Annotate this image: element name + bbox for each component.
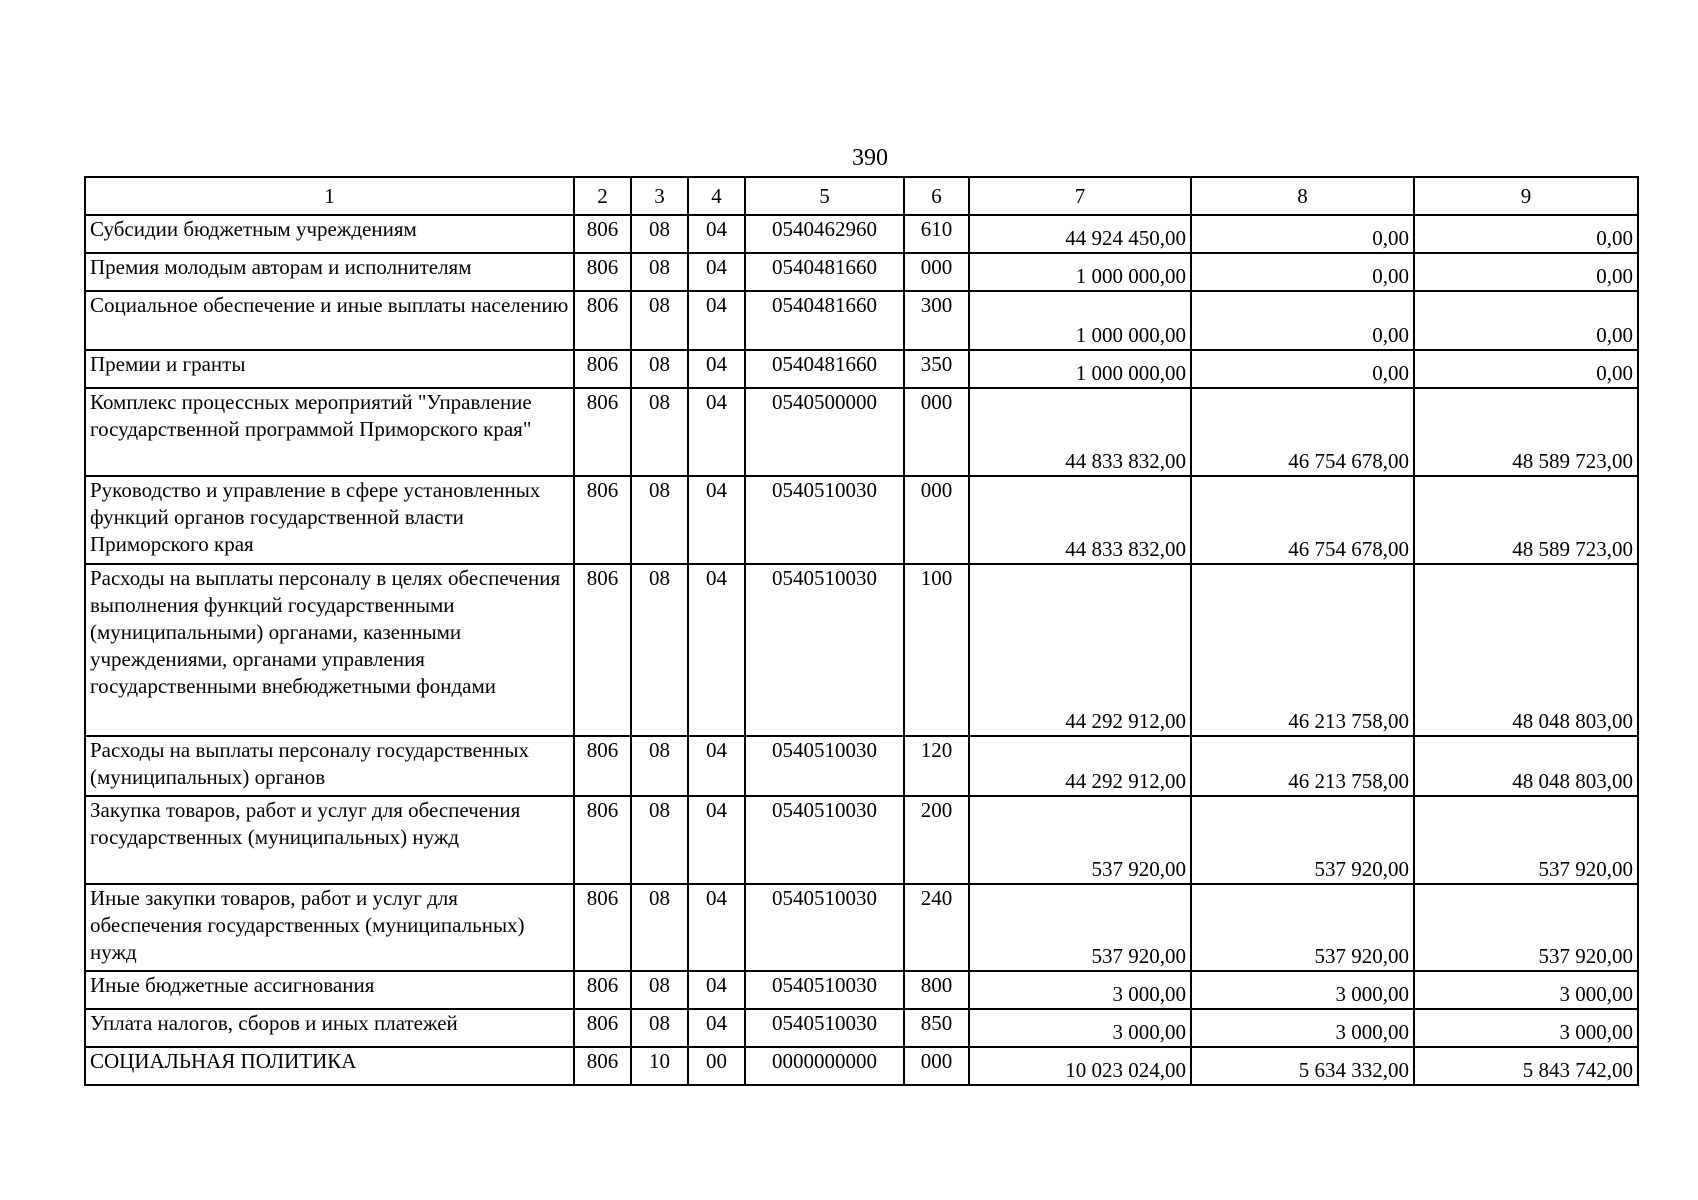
row-code-target: 0540510030 (745, 564, 904, 736)
row-amount-3: 48 048 803,00 (1414, 564, 1638, 736)
row-amount-1: 537 920,00 (969, 884, 1191, 971)
row-code-subsection: 04 (688, 350, 745, 388)
row-amount-3: 48 589 723,00 (1414, 388, 1638, 476)
row-code-subsection: 04 (688, 388, 745, 476)
row-amount-2: 46 754 678,00 (1191, 388, 1414, 476)
row-amount-3: 0,00 (1414, 215, 1638, 253)
row-code-target: 0540510030 (745, 736, 904, 796)
row-name: Субсидии бюджетным учреждениям (85, 215, 574, 253)
column-header: 5 (745, 177, 904, 215)
table-row (85, 564, 1638, 736)
row-amount-2: 0,00 (1191, 215, 1414, 253)
row-amount-1: 1 000 000,00 (969, 291, 1191, 350)
row-amount-1: 3 000,00 (969, 1009, 1191, 1047)
row-code-expense-type: 100 (904, 564, 969, 736)
column-header: 6 (904, 177, 969, 215)
row-amount-3: 48 589 723,00 (1414, 476, 1638, 564)
row-amount-1: 44 292 912,00 (969, 564, 1191, 736)
row-code-expense-type: 000 (904, 253, 969, 291)
page-number: 390 (852, 145, 888, 171)
row-amount-2: 0,00 (1191, 350, 1414, 388)
row-amount-2: 5 634 332,00 (1191, 1047, 1414, 1085)
row-code-target: 0540510030 (745, 796, 904, 884)
row-name: Расходы на выплаты персоналу государственных (муниципальных) органов (85, 736, 574, 796)
row-code-expense-type: 800 (904, 971, 969, 1009)
row-code-section: 08 (631, 350, 688, 388)
row-amount-1: 1 000 000,00 (969, 350, 1191, 388)
row-code-expense-type: 000 (904, 476, 969, 564)
row-code-expense-type: 350 (904, 350, 969, 388)
row-code-expense-type: 000 (904, 388, 969, 476)
row-name: Социальное обеспечение и иные выплаты населению (85, 291, 574, 350)
table-row (85, 388, 1638, 476)
row-code-ministry: 806 (574, 884, 631, 971)
row-amount-2: 0,00 (1191, 291, 1414, 350)
table-row (85, 796, 1638, 884)
row-code-subsection: 04 (688, 736, 745, 796)
row-code-ministry: 806 (574, 796, 631, 884)
row-code-target: 0540510030 (745, 476, 904, 564)
row-code-expense-type: 200 (904, 796, 969, 884)
row-code-target: 0540510030 (745, 971, 904, 1009)
row-code-subsection: 04 (688, 971, 745, 1009)
row-amount-2: 3 000,00 (1191, 971, 1414, 1009)
row-code-ministry: 806 (574, 971, 631, 1009)
row-code-expense-type: 240 (904, 884, 969, 971)
table-row (85, 476, 1638, 564)
row-name: Иные бюджетные ассигнования (85, 971, 574, 1009)
row-code-target: 0540510030 (745, 884, 904, 971)
row-code-ministry: 806 (574, 350, 631, 388)
row-amount-2: 537 920,00 (1191, 884, 1414, 971)
row-code-ministry: 806 (574, 564, 631, 736)
table-row (85, 884, 1638, 971)
row-code-section: 08 (631, 884, 688, 971)
row-code-section: 08 (631, 476, 688, 564)
row-name: Закупка товаров, работ и услуг для обеспечения государственных (муниципальных) нужд (85, 796, 574, 884)
row-code-subsection: 04 (688, 215, 745, 253)
row-code-subsection: 04 (688, 476, 745, 564)
table-row (85, 253, 1638, 291)
row-amount-3: 537 920,00 (1414, 884, 1638, 971)
table-row (85, 736, 1638, 796)
column-header: 1 (85, 177, 574, 215)
table-row (85, 1009, 1638, 1047)
row-code-section: 08 (631, 796, 688, 884)
row-amount-2: 0,00 (1191, 253, 1414, 291)
table-row (85, 350, 1638, 388)
row-code-ministry: 806 (574, 388, 631, 476)
row-code-section: 08 (631, 388, 688, 476)
row-code-subsection: 04 (688, 796, 745, 884)
row-amount-1: 44 833 832,00 (969, 388, 1191, 476)
row-amount-3: 0,00 (1414, 291, 1638, 350)
row-code-ministry: 806 (574, 1047, 631, 1085)
row-amount-3: 537 920,00 (1414, 796, 1638, 884)
row-code-subsection: 04 (688, 564, 745, 736)
row-amount-2: 3 000,00 (1191, 1009, 1414, 1047)
row-code-subsection: 04 (688, 291, 745, 350)
row-code-expense-type: 120 (904, 736, 969, 796)
row-name: Премии и гранты (85, 350, 574, 388)
row-code-ministry: 806 (574, 1009, 631, 1047)
column-header: 8 (1191, 177, 1414, 215)
row-name: СОЦИАЛЬНАЯ ПОЛИТИКА (85, 1047, 574, 1085)
row-code-section: 08 (631, 253, 688, 291)
column-header: 4 (688, 177, 745, 215)
table-row (85, 291, 1638, 350)
column-header: 9 (1414, 177, 1638, 215)
row-code-section: 08 (631, 736, 688, 796)
row-code-expense-type: 000 (904, 1047, 969, 1085)
row-code-target: 0000000000 (745, 1047, 904, 1085)
row-code-subsection: 04 (688, 884, 745, 971)
row-amount-3: 3 000,00 (1414, 1009, 1638, 1047)
row-code-target: 0540462960 (745, 215, 904, 253)
row-code-section: 08 (631, 564, 688, 736)
row-code-expense-type: 300 (904, 291, 969, 350)
row-amount-3: 3 000,00 (1414, 971, 1638, 1009)
column-header: 7 (969, 177, 1191, 215)
row-code-ministry: 806 (574, 253, 631, 291)
row-code-section: 08 (631, 971, 688, 1009)
table-row (85, 1047, 1638, 1085)
row-code-target: 0540500000 (745, 388, 904, 476)
row-code-subsection: 04 (688, 253, 745, 291)
row-name: Премия молодым авторам и исполнителям (85, 253, 574, 291)
row-code-section: 08 (631, 215, 688, 253)
column-header: 3 (631, 177, 688, 215)
row-amount-1: 44 924 450,00 (969, 215, 1191, 253)
row-code-subsection: 00 (688, 1047, 745, 1085)
column-header: 2 (574, 177, 631, 215)
row-name: Уплата налогов, сборов и иных платежей (85, 1009, 574, 1047)
row-code-section: 10 (631, 1047, 688, 1085)
row-code-ministry: 806 (574, 736, 631, 796)
row-code-ministry: 806 (574, 215, 631, 253)
row-amount-3: 5 843 742,00 (1414, 1047, 1638, 1085)
row-amount-1: 3 000,00 (969, 971, 1191, 1009)
row-amount-2: 46 213 758,00 (1191, 736, 1414, 796)
row-amount-2: 46 754 678,00 (1191, 476, 1414, 564)
row-amount-3: 0,00 (1414, 253, 1638, 291)
row-amount-1: 44 833 832,00 (969, 476, 1191, 564)
row-amount-1: 537 920,00 (969, 796, 1191, 884)
row-amount-3: 0,00 (1414, 350, 1638, 388)
row-code-target: 0540481660 (745, 350, 904, 388)
row-name: Расходы на выплаты персоналу в целях обеспечения выполнения функций государственными (муниципальными) органами, казенными учреждениями, органами управления государственными внебюджетными фондами (85, 564, 574, 736)
row-code-section: 08 (631, 291, 688, 350)
row-code-target: 0540481660 (745, 253, 904, 291)
row-amount-1: 44 292 912,00 (969, 736, 1191, 796)
row-amount-2: 537 920,00 (1191, 796, 1414, 884)
row-code-ministry: 806 (574, 291, 631, 350)
row-code-target: 0540481660 (745, 291, 904, 350)
budget-table (84, 176, 1639, 1086)
row-code-subsection: 04 (688, 1009, 745, 1047)
row-amount-2: 46 213 758,00 (1191, 564, 1414, 736)
row-amount-1: 1 000 000,00 (969, 253, 1191, 291)
table-row (85, 215, 1638, 253)
header-row (85, 177, 1638, 215)
row-code-ministry: 806 (574, 476, 631, 564)
table-row (85, 971, 1638, 1009)
row-amount-3: 48 048 803,00 (1414, 736, 1638, 796)
row-name: Иные закупки товаров, работ и услуг для обеспечения государственных (муниципальных) нужд (85, 884, 574, 971)
row-name: Комплекс процессных мероприятий "Управление государственной программой Приморского края" (85, 388, 574, 476)
row-amount-1: 10 023 024,00 (969, 1047, 1191, 1085)
row-code-expense-type: 850 (904, 1009, 969, 1047)
row-code-target: 0540510030 (745, 1009, 904, 1047)
row-code-section: 08 (631, 1009, 688, 1047)
row-code-expense-type: 610 (904, 215, 969, 253)
row-name: Руководство и управление в сфере установленных функций органов государственной власти Приморского края (85, 476, 574, 564)
